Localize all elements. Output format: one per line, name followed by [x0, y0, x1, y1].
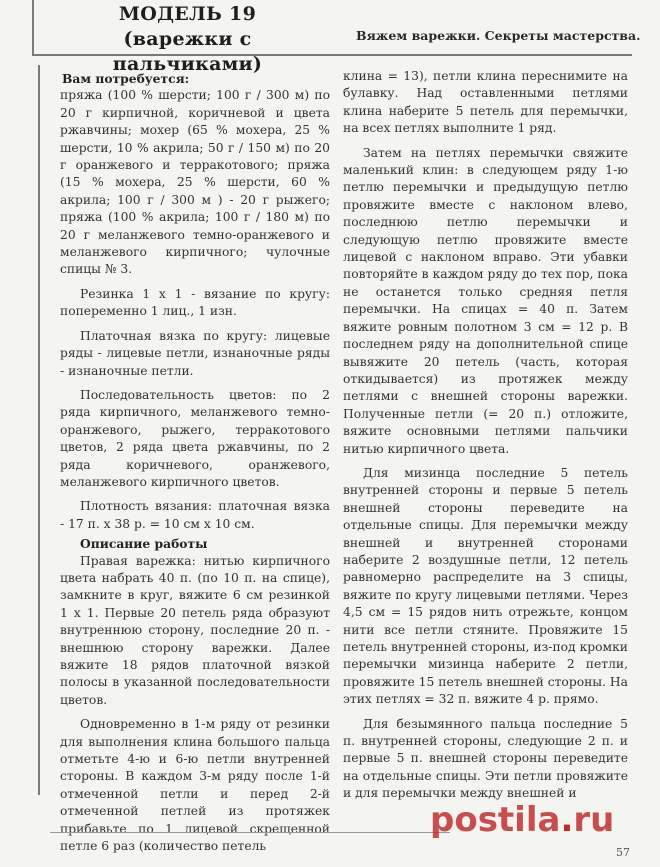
materials-text: пряжа (100 % шерсти; 100 г / 300 м) по 20 г кирпичной, коричневой и цвета ржавчины; мохер (65 % мохера, 25 % шерсти, 10 % акрила; 50 г / 150 м) по 20 г оранжевого и терракотового; пряжа (15 % мохера, 25 % шерсти, 60 % акрила; 100 г / 300 м ) - 20 г рыжего; пряжа (100 % акрила; 100 г / 180 м) по 20 г меланжевого темно-оранжевого и меланжевого кирпичного; чулочные спицы № 3.: [60, 88, 330, 277]
rib-stitch-text: Резинка 1 х 1 - вязание по кругу: попеременно 1 лиц., 1 изн.: [60, 286, 330, 319]
footer-rule: [50, 832, 450, 833]
work-paragraph-1: Правая варежка: нитью кирпичного цвета набрать 40 п. (по 10 п. на спице), замкните в круг, вяжите 6 см резинкой 1 х 1. Первые 20 петель ряда образуют внутреннюю сторону, последние 20 п. - внешнюю сторону варежки. Далее вяжите 18 рядов платочной вязкой полосы в указанной последовательности цветов.: [60, 553, 330, 707]
right-paragraph-2: Затем на петлях перемычки свяжите маленький клин: в следующем ряду 1-ю петлю перемычки и предыдущую петлю провяжите вместе с наклоном влево, последнюю петлю перемычки и следующую петлю провяжите вместе лицевой с наклоном вправо. Эти убавки повторяйте в каждом ряду до тех пор, пока не останется только средняя петля перемычки. На спицах = 40 п. Затем вяжите ровным полотном 3 см = 12 р. В последнем ряду на дополнительной спице вывяжите 20 петель (часть, которая откидывается) из протяжек между петлями с внешней стороны варежки. Полученные петли (= 20 п.) отложите, вяжите основными петлями пальчики нитью кирпичного цвета.: [343, 145, 628, 456]
garter-stitch-text: Платочная вязка по кругу: лицевые ряды - лицевые петли, изнаночные ряды - изнаночные петли.: [60, 328, 330, 378]
work-paragraph-2: Одновременно в 1-м ряду от резинки для выполнения клина большого пальца отметьте 4-ю и 6-ю петли внутренней стороны. В каждом 3-м ряду после 1-й отмеченной петли и перед 2-й отмеченной петлей из протяжек прибавьте по 1 лицевой скрещенной петле 6 раз (количество петель: [60, 717, 330, 854]
work-description-heading: Описание работы: [80, 536, 208, 552]
materials-heading: Вам потребуется:: [62, 71, 190, 86]
watermark-dot: .: [560, 800, 574, 840]
left-column: [60, 70, 330, 862]
right-paragraph-1: клина = 13), петли клина переснимите на булавку. Над оставленными петлями клина наберите 5 петель для перемычки, на всех петлях выполните 1 ряд.: [343, 69, 628, 136]
watermark-text-b: ru: [573, 800, 615, 840]
postila-watermark: [430, 800, 614, 840]
left-frame-rule: [38, 65, 40, 795]
header-left-rule: [32, 0, 34, 56]
watermark-text-a: postila: [430, 800, 561, 840]
page-title: [70, 2, 305, 77]
title-line-2: (варежки с пальчиками): [112, 28, 263, 75]
page-number: 57: [616, 846, 630, 859]
page-header: [0, 0, 660, 75]
right-paragraph-4: Для безымянного пальца последние 5 п. внутренней стороны, следующие 2 п. и первые 5 п. внешней стороны переведите на отдельные спицы. Эти петли провяжите и для перемычки между внешней и: [343, 716, 628, 801]
title-line-1: МОДЕЛЬ 19: [118, 3, 257, 25]
right-column: [343, 68, 628, 810]
section-rubric: Вяжем варежки. Секреты мастерства.: [356, 28, 641, 43]
gauge-text: Плотность вязания: платочная вязка - 17 п. х 38 р. = 10 см х 10 см.: [60, 499, 330, 531]
color-sequence-text: Последовательность цветов: по 2 ряда кирпичного, меланжевого темно-оранжевого, рыжего, терракотового цветов, 2 ряда цвета ржавчины, по 2 ряда коричневого, оранжевого, меланжевого кирпичного цветов.: [60, 387, 330, 489]
header-rule: [32, 54, 632, 56]
right-paragraph-3: Для мизинца последние 5 петель внутренней стороны и первые 5 петель внешней стороны переведите на отдельные спицы. Для перемычки между внешней и внутренней сторонами наберите 2 воздушные петли, 12 петель равномерно распределите на 3 спицы, вяжите по кругу лицевыми петлями. Через 4,5 см = 15 рядов нить отрежьте, концом нити все петли стяните. Провяжите 15 петель внутренней стороны, из-под кромки перемычки мизинца наберите 2 петли, провяжите 15 петель внешней стороны. На этих петлях = 32 п. вяжите 4 р. прямо.: [343, 465, 628, 707]
